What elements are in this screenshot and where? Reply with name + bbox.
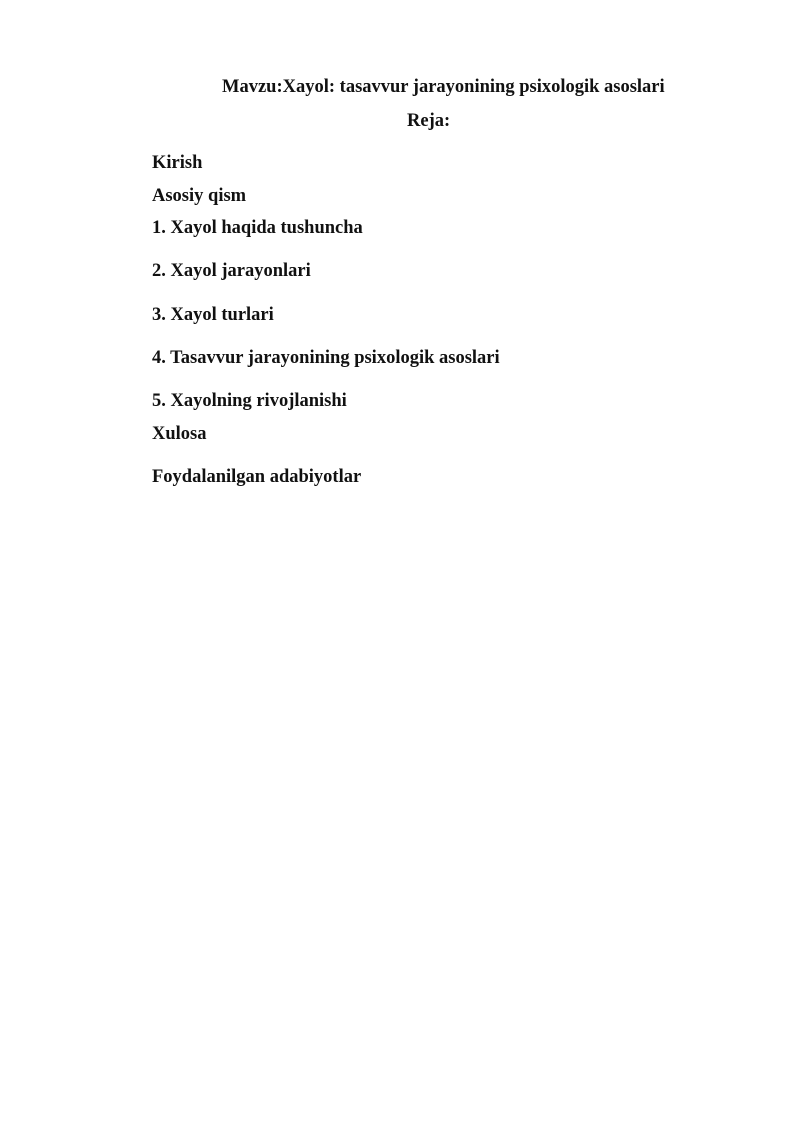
outline-item-2: 2. Xayol jarayonlari — [152, 261, 311, 281]
outline-item-main-part: Asosiy qism — [152, 186, 247, 206]
outline-item-conclusion: Xulosa — [152, 424, 207, 444]
outline-item-references: Foydalanilgan adabiyotlar — [152, 467, 362, 487]
plan-heading: Reja: — [407, 111, 451, 131]
outline-item-5: 5. Xayolning rivojlanishi — [152, 391, 347, 411]
outline-item-introduction: Kirish — [152, 153, 203, 173]
document-title: Mavzu:Xayol: tasavvur jarayonining psixologik asoslari — [222, 77, 665, 97]
outline-item-4: 4. Tasavvur jarayonining psixologik asoslari — [152, 348, 500, 368]
outline-item-3: 3. Xayol turlari — [152, 305, 274, 325]
outline-item-1: 1. Xayol haqida tushuncha — [152, 218, 363, 238]
